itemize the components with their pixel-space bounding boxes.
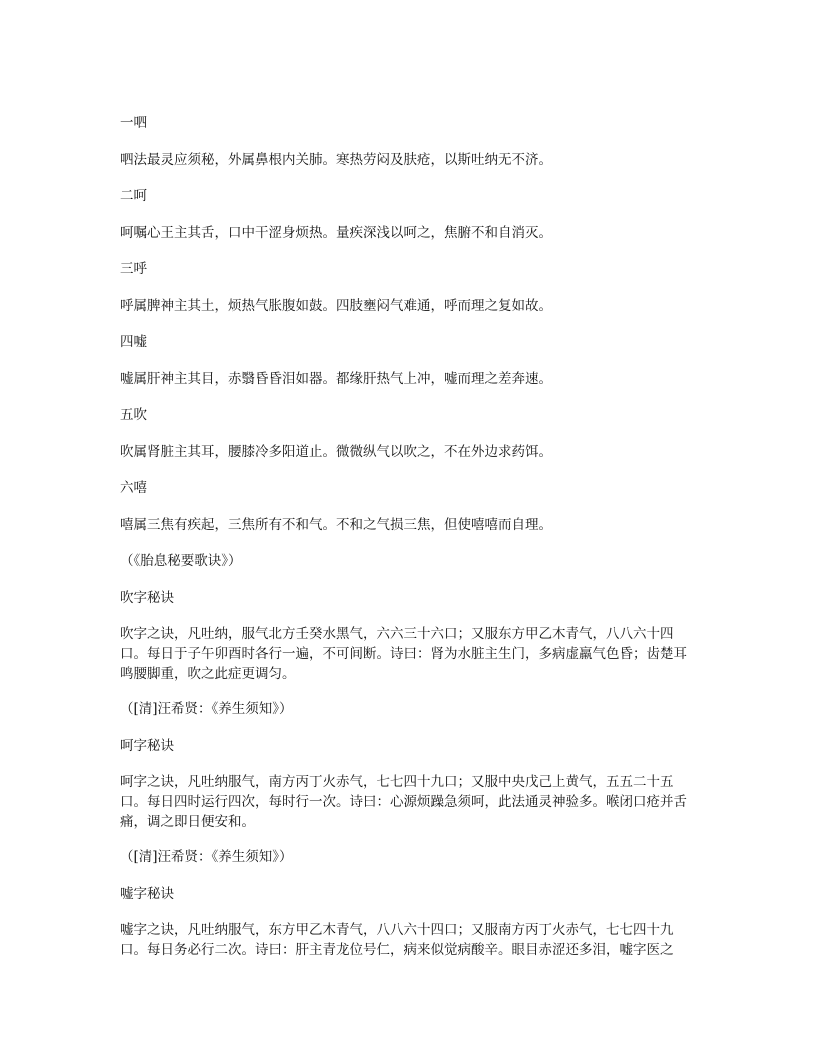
verse-paragraph-1: 呬法最灵应须秘，外属鼻根内关肺。寒热劳闷及肤疮，以斯吐纳无不济。 <box>120 152 552 168</box>
source-citation-2: （[清]汪希贤：《养生须知》） <box>120 701 293 717</box>
verse-paragraph-4: 嘘属肝神主其目，赤翳昏昏泪如器。都缘肝热气上冲，嘘而理之差奔速。 <box>120 371 552 387</box>
section-heading-1: 一呬 <box>120 115 147 131</box>
document-page <box>120 112 700 974</box>
section-heading-3: 三呼 <box>120 261 147 277</box>
section-heading-xu: 嘘字秘诀 <box>120 886 174 902</box>
verse-paragraph-6: 嘻属三焦有疾起，三焦所有不和气。不和之气损三焦，但使嘻嘻而自理。 <box>120 517 552 533</box>
verse-paragraph-3: 呼属脾神主其土，烦热气胀腹如鼓。四肢壅闷气难通，呼而理之复如故。 <box>120 298 552 314</box>
section-heading-2: 二呵 <box>120 188 147 204</box>
body-paragraph-he: 呵字之诀，凡吐纳服气，南方丙丁火赤气，七七四十九口；又服中央戊己上黄气，五五二十五口。每日四时运行四次，每时行一次。诗曰：心源烦躁急须呵，此法通灵神验多。喉闭口疮并舌痛，调之即日便安和。 <box>120 774 687 830</box>
body-paragraph-chui: 吹字之诀，凡吐纳，服气北方壬癸水黑气，六六三十六口；又服东方甲乙木青气，八八六十四口。每日于子午卯酉时各行一遍，不可间断。诗曰：肾为水脏主生门，多病虚羸气色昏；齿楚耳鸣腰脚重，吹之此症更调匀。 <box>120 626 687 682</box>
source-citation-3: （[清]汪希贤：《养生须知》） <box>120 849 293 865</box>
section-heading-chui: 吹字秘诀 <box>120 590 174 606</box>
verse-paragraph-2: 呵嘱心王主其舌，口中干涩身烦热。量疾深浅以呵之，焦腑不和自消灭。 <box>120 225 552 241</box>
section-heading-4: 四嘘 <box>120 334 147 350</box>
section-heading-he: 呵字秘诀 <box>120 738 174 754</box>
section-heading-5: 五吹 <box>120 407 147 423</box>
section-heading-6: 六嘻 <box>120 480 147 496</box>
body-paragraph-xu: 嘘字之诀，凡吐纳服气，东方甲乙木青气，八八六十四口；又服南方丙丁火赤气，七七四十九口。每日务必行二次。诗曰：肝主青龙位号仁，病来似觉病酸辛。眼目赤涩还多泪，嘘字医之 <box>120 922 674 958</box>
source-citation-1: （《胎息秘要歌诀》） <box>120 553 242 569</box>
verse-paragraph-5: 吹属肾脏主其耳，腰膝冷多阳道止。微微纵气以吹之，不在外边求药饵。 <box>120 444 552 460</box>
